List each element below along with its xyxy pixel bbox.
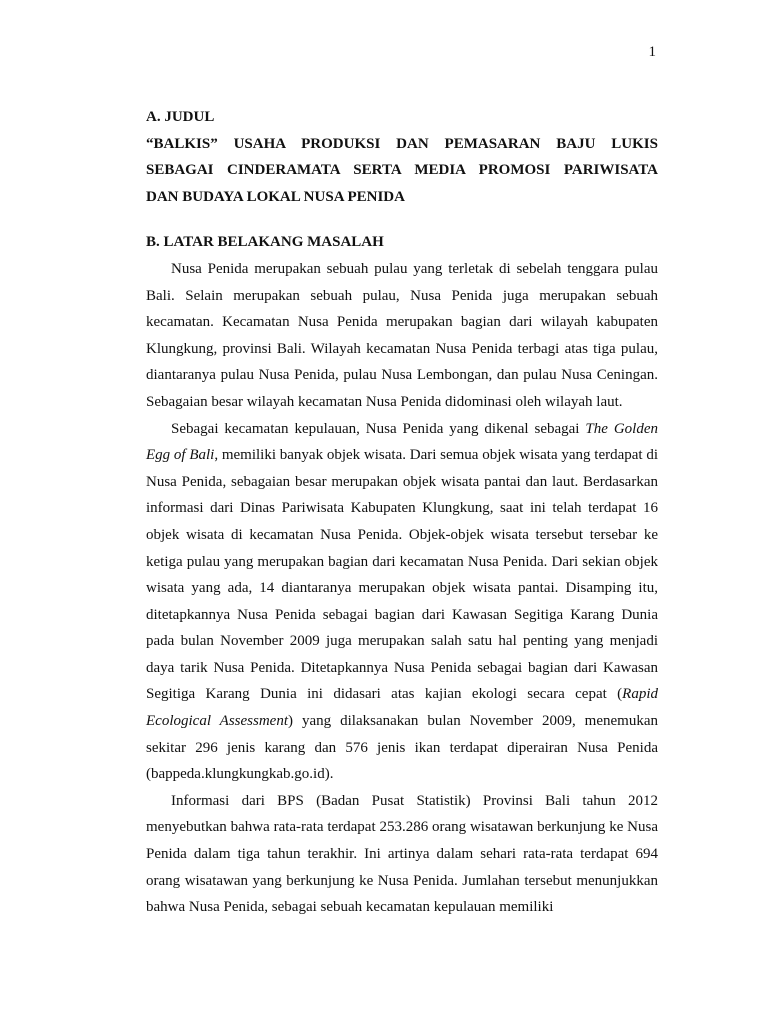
italic-text: Rapid Ecological Assessment	[146, 686, 658, 730]
paragraph-text: ) yang dilaksanakan bulan November 2009, menemukan sekitar 296 jenis karang dan 576 jenis ikan terdapat diperairan Nusa Penida (bappeda.klungkungkab.go.id).	[146, 713, 658, 783]
section-a-heading: A. JUDUL	[146, 109, 215, 125]
section-spacer	[146, 210, 658, 229]
paragraph-text: Sebagai kecamatan kepulauan, Nusa Penida yang dikenal sebagai	[171, 420, 586, 437]
section-b-heading: B. LATAR BELAKANG MASALAH	[146, 234, 384, 251]
paragraph-text: , memiliki banyak objek wisata. Dari semua objek wisata yang terdapat di Nusa Penida, sebagaian besar merupakan objek wisata pantai dan laut. Berdasarkan informasi dari Dinas Pariwisata Kabupaten Klungkung, saat ini telah terdapat 16 objek wisata di kecamatan Nusa Penida. Objek-objek wisata tersebut tersebar ke ketiga pulau yang merupakan bagian dari kecamatan Nusa Penida. Dari sekian objek wisata yang ada, 14 diantaranya merupakan objek wisata pantai. Disamping itu, ditetapkannya Nusa Penida sebagai bagian dari Kawasan Segitiga Karang Dunia pada bulan November 2009 juga merupakan salah satu hal penting yang menjadi daya tarik Nusa Penida. Ditetapkannya Nusa Penida sebagai bagian dari Kawasan Segitiga Karang Dunia ini didasari atas kajian ekologi secara cepat (	[146, 447, 659, 703]
paragraph-text: Nusa Penida merupakan sebuah pulau yang terletak di sebelah tenggara pulau Bali. Selain merupakan sebuah pulau, Nusa Penida juga merupakan sebuah kecamatan. Kecamatan Nusa Penida merupakan bagian dari wilayah kabupaten Klungkung, provinsi Bali. Wilayah kecamatan Nusa Penida terbagi atas tiga pulau, diantaranya pulau Nusa Penida, pulau Nusa Lembongan, dan pulau Nusa Ceningan. Sebagaian besar wilayah kecamatan Nusa Penida didominasi oleh wilayah laut.	[146, 260, 658, 410]
document-content	[146, 104, 658, 921]
document-title	[146, 131, 658, 211]
body-paragraph	[146, 788, 658, 921]
title-line: DAN BUDAYA LOKAL NUSA PENIDA	[146, 188, 405, 205]
title-line: SEBAGAI CINDERAMATA SERTA MEDIA PROMOSI PARIWISATA	[146, 162, 658, 179]
body-paragraph	[146, 416, 658, 788]
title-line: “BALKIS” USAHA PRODUKSI DAN PEMASARAN BAJU LUKIS	[146, 135, 658, 152]
body-paragraphs	[146, 256, 658, 921]
paragraph-text: Informasi dari BPS (Badan Pusat Statistik) Provinsi Bali tahun 2012 menyebutkan bahwa rata-rata terdapat 253.286 orang wisatawan berkunjung ke Nusa Penida dalam tiga tahun terakhir. Ini artinya dalam sehari rata-rata terdapat 694 orang wisatawan yang berkunjung ke Nusa Penida. Jumlahan tersebut menunjukkan bahwa Nusa Penida, sebagai sebuah kecamatan kepulauan memiliki	[146, 792, 658, 916]
page-number: 1	[648, 44, 656, 60]
body-paragraph	[146, 256, 658, 416]
italic-text: The Golden Egg of Bali	[146, 420, 658, 464]
